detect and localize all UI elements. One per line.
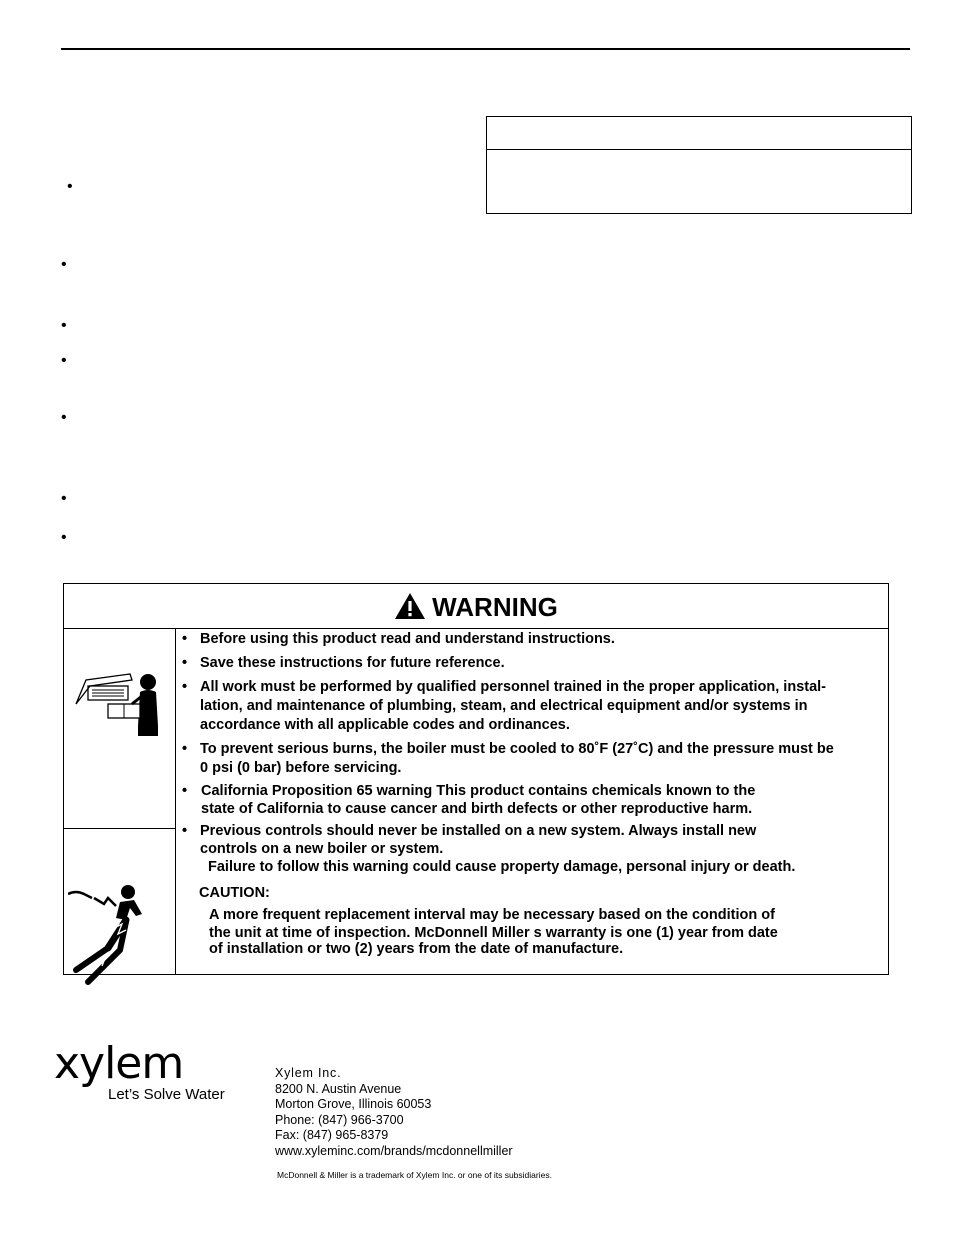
company-name: Xylem Inc. <box>275 1066 342 1080</box>
logo-tagline: Let’s Solve Water <box>108 1086 225 1103</box>
warning-bullet: Before using this product read and understand instructions. <box>200 631 615 647</box>
warning-bullet-marker: • <box>182 655 188 671</box>
electric-shock-icon <box>68 878 168 988</box>
warning-bullet-line: Previous controls should never be installed on a new system. Always install new <box>200 823 757 839</box>
xylem-logo <box>54 1038 225 1104</box>
warning-triangle-icon <box>394 592 426 620</box>
warning-box <box>63 583 889 975</box>
top-rule <box>61 48 910 50</box>
street-address: 8200 N. Austin Avenue <box>275 1081 402 1096</box>
icon-divider <box>64 828 175 829</box>
warning-bullet: Save these instructions for future reference. <box>200 655 505 671</box>
warning-bullet-line: All work must be performed by qualified personnel trained in the proper application, instal- <box>200 679 827 695</box>
caution-label: CAUTION: <box>199 885 270 901</box>
failure-warning-text: Failure to follow this warning could cause property damage, personal injury or death. <box>208 859 796 875</box>
warning-bullet-marker: • <box>182 823 188 839</box>
city-address: Morton Grove, Illinois 60053 <box>275 1097 432 1112</box>
warning-bullet-line: lation, and maintenance of plumbing, steam, and electrical equipment and/or systems in <box>200 698 808 714</box>
caution-line: the unit at time of inspection. McDonnell Miller s warranty is one (1) year from date <box>209 925 778 941</box>
trademark-notice: McDonnell & Miller is a trademark of Xylem Inc. or one of its subsidiaries. <box>277 1170 552 1180</box>
warning-bullet-line: California Proposition 65 warning This product contains chemicals known to the <box>201 783 756 799</box>
warning-bullet-marker: • <box>182 679 188 695</box>
address-block <box>275 1066 513 1160</box>
bullet-marker: • <box>61 529 67 546</box>
bullet-marker: • <box>67 178 73 195</box>
warning-bullet-line: To prevent serious burns, the boiler must be cooled to 80˚F (27˚C) and the pressure must be <box>200 741 834 757</box>
website: www.xyleminc.com/brands/mcdonnellmiller <box>275 1143 513 1158</box>
bullet-marker: • <box>61 352 67 369</box>
warning-bullet-line: 0 psi (0 bar) before servicing. <box>200 760 402 776</box>
warning-bullet-marker: • <box>182 783 188 799</box>
warning-title-text: WARNING <box>432 592 558 622</box>
logo-wordmark: xylem <box>54 1038 184 1089</box>
fax-number: Fax: (847) 965-8379 <box>275 1128 389 1143</box>
warning-bullet-marker: • <box>182 741 188 757</box>
caution-line: of installation or two (2) years from the date of manufacture. <box>209 941 624 957</box>
bullet-marker: • <box>61 256 67 273</box>
warning-header <box>64 584 888 629</box>
phone-number: Phone: (847) 966-3700 <box>275 1112 404 1127</box>
bullet-marker: • <box>61 490 67 507</box>
warning-title <box>64 592 888 621</box>
bullet-marker: • <box>61 317 67 334</box>
warning-bullet-line: state of California to cause cancer and birth defects or other reproductive harm. <box>201 801 753 817</box>
caution-line: A more frequent replacement interval may be necessary based on the condition of <box>209 907 775 923</box>
empty-callout-box <box>486 116 912 214</box>
warning-bullet-line: accordance with all applicable codes and ordinances. <box>200 717 570 733</box>
warning-bullet-line: controls on a new boiler or system. <box>200 841 444 857</box>
warning-icon-column <box>64 628 176 974</box>
warning-bullet-marker: • <box>182 631 188 647</box>
person-reading-manual-icon <box>72 660 172 740</box>
bullet-marker: • <box>61 409 67 426</box>
callout-divider <box>487 149 911 150</box>
